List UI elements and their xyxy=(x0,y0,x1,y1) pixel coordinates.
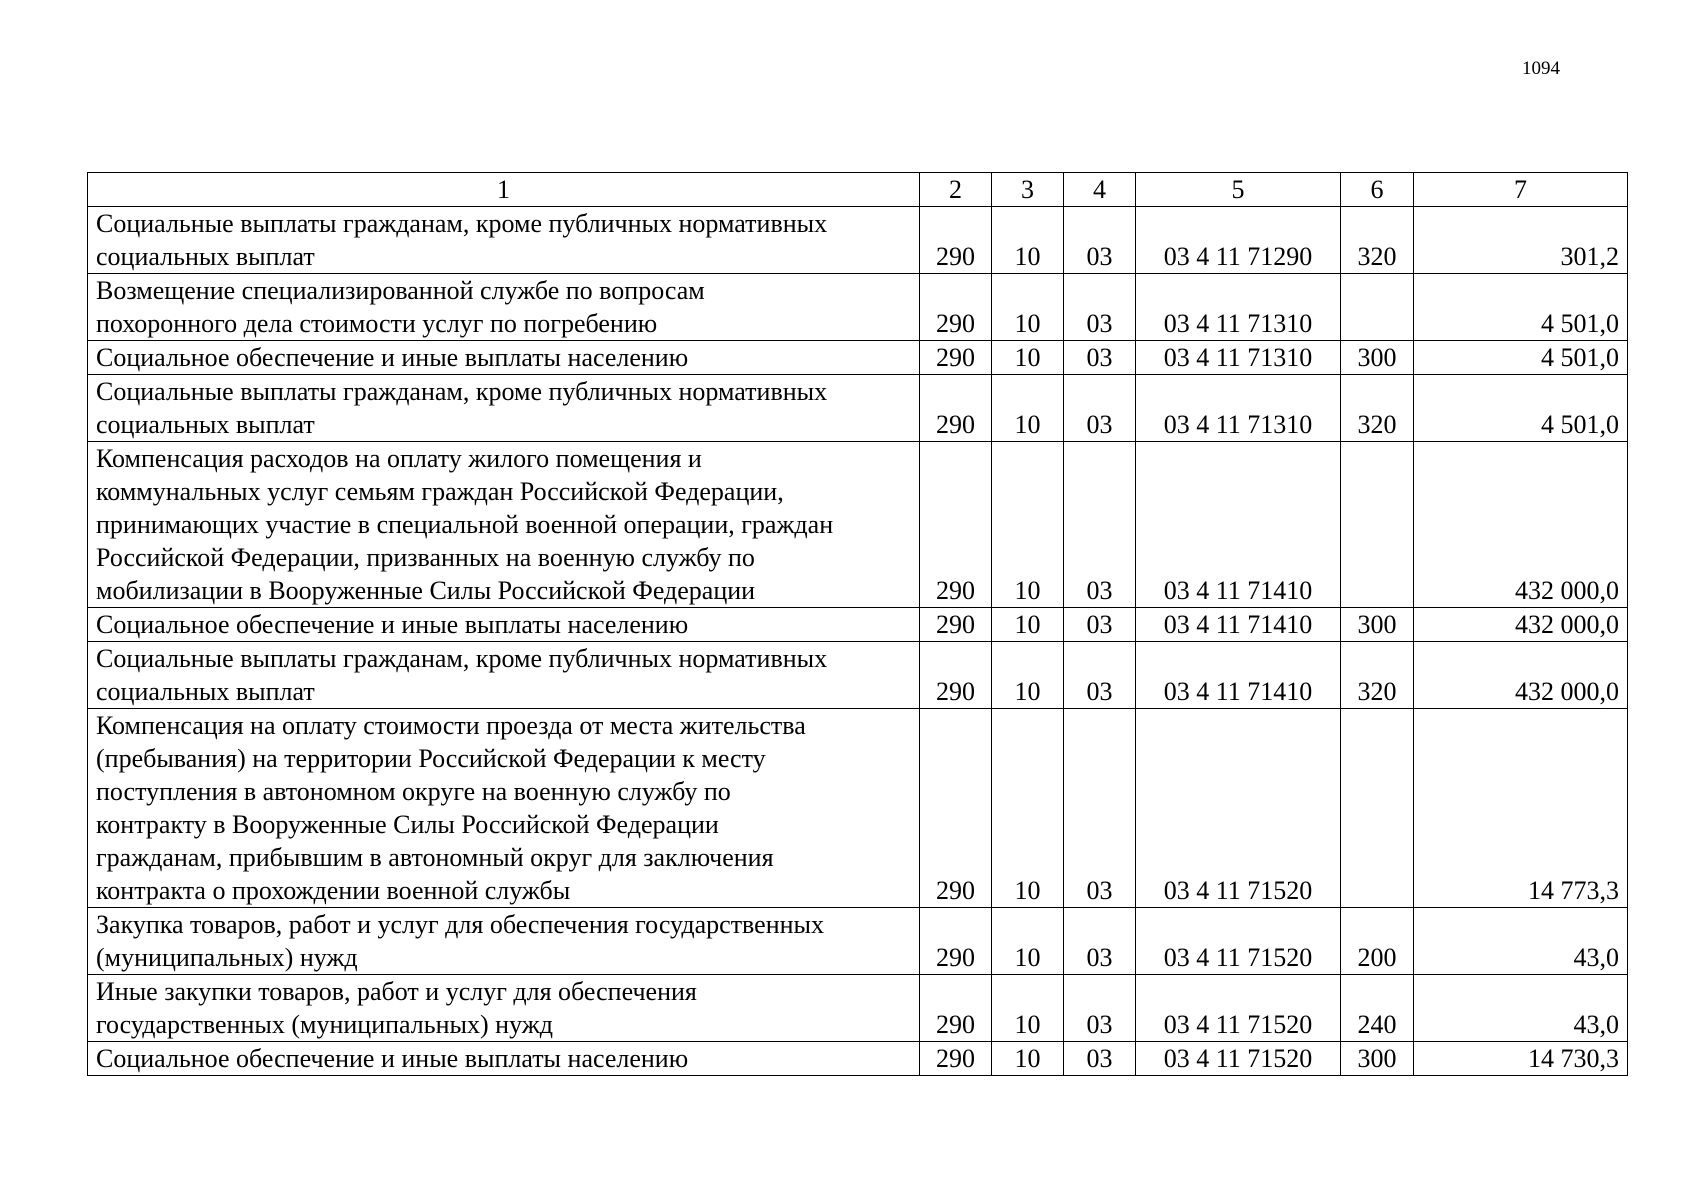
division-cell: 10 xyxy=(992,341,1064,375)
subdivision-cell: 03 xyxy=(1064,375,1136,442)
expense-type-cell: 300 xyxy=(1341,341,1414,375)
division-cell: 10 xyxy=(992,908,1064,975)
header-cell-4: 4 xyxy=(1064,173,1136,207)
subdivision-cell: 03 xyxy=(1064,975,1136,1042)
section-cell: 290 xyxy=(920,975,992,1042)
row-name-line: Социальное обеспечение и иные выплаты населению xyxy=(96,610,689,639)
section-cell: 290 xyxy=(920,908,992,975)
expense-type-cell xyxy=(1341,274,1414,341)
row-name-line: принимающих участие в специальной военной операции, граждан xyxy=(96,510,834,539)
target-article-cell: 03 4 11 71310 xyxy=(1136,341,1341,375)
row-name-line: (муниципальных) нужд xyxy=(96,943,358,972)
section-cell: 290 xyxy=(920,207,992,274)
row-name-cell xyxy=(88,1042,920,1076)
row-name-cell xyxy=(88,908,920,975)
target-article-cell: 03 4 11 71410 xyxy=(1136,608,1341,642)
table-row xyxy=(88,375,1628,442)
table-row xyxy=(88,709,1628,908)
table-row xyxy=(88,341,1628,375)
subdivision-cell: 03 xyxy=(1064,442,1136,608)
section-cell: 290 xyxy=(920,642,992,709)
section-cell: 290 xyxy=(920,375,992,442)
header-cell-7: 7 xyxy=(1414,173,1628,207)
expense-type-cell: 320 xyxy=(1341,207,1414,274)
target-article-cell: 03 4 11 71410 xyxy=(1136,442,1341,608)
amount-cell: 4 501,0 xyxy=(1414,375,1628,442)
row-name-line: Социальное обеспечение и иные выплаты населению xyxy=(96,343,689,372)
section-cell: 290 xyxy=(920,608,992,642)
section-cell: 290 xyxy=(920,1042,992,1076)
row-name-line: контракту в Вооруженные Силы Российской Федерации xyxy=(96,810,719,839)
division-cell: 10 xyxy=(992,274,1064,341)
target-article-cell: 03 4 11 71290 xyxy=(1136,207,1341,274)
row-name-line: социальных выплат xyxy=(96,242,315,271)
target-article-cell: 03 4 11 71310 xyxy=(1136,375,1341,442)
section-cell: 290 xyxy=(920,709,992,908)
row-name-line: Компенсация на оплату стоимости проезда от места жительства xyxy=(96,711,806,740)
subdivision-cell: 03 xyxy=(1064,341,1136,375)
amount-cell: 43,0 xyxy=(1414,975,1628,1042)
division-cell: 10 xyxy=(992,1042,1064,1076)
amount-cell: 432 000,0 xyxy=(1414,442,1628,608)
header-cell-2: 2 xyxy=(920,173,992,207)
header-cell-1: 1 xyxy=(88,173,920,207)
header-cell-3: 3 xyxy=(992,173,1064,207)
row-name-line: Социальные выплаты гражданам, кроме публичных нормативных xyxy=(96,209,828,238)
table-row xyxy=(88,442,1628,608)
row-name-line: Закупка товаров, работ и услуг для обеспечения государственных xyxy=(96,910,825,939)
row-name-line: мобилизации в Вооруженные Силы Российской Федерации xyxy=(96,576,756,605)
row-name-line: социальных выплат xyxy=(96,410,315,439)
division-cell: 10 xyxy=(992,975,1064,1042)
section-cell: 290 xyxy=(920,442,992,608)
target-article-cell: 03 4 11 71310 xyxy=(1136,274,1341,341)
amount-cell: 4 501,0 xyxy=(1414,341,1628,375)
target-article-cell: 03 4 11 71520 xyxy=(1136,908,1341,975)
table-row xyxy=(88,1042,1628,1076)
division-cell: 10 xyxy=(992,442,1064,608)
row-name-line: Компенсация расходов на оплату жилого помещения и xyxy=(96,444,702,473)
amount-cell: 432 000,0 xyxy=(1414,608,1628,642)
row-name-cell xyxy=(88,442,920,608)
table-row xyxy=(88,274,1628,341)
row-name-cell xyxy=(88,274,920,341)
subdivision-cell: 03 xyxy=(1064,908,1136,975)
row-name-cell xyxy=(88,642,920,709)
section-cell: 290 xyxy=(920,274,992,341)
expense-type-cell: 320 xyxy=(1341,642,1414,709)
target-article-cell: 03 4 11 71520 xyxy=(1136,975,1341,1042)
header-cell-5: 5 xyxy=(1136,173,1341,207)
amount-cell: 14 730,3 xyxy=(1414,1042,1628,1076)
expense-type-cell: 200 xyxy=(1341,908,1414,975)
section-cell: 290 xyxy=(920,341,992,375)
row-name-line: Иные закупки товаров, работ и услуг для обеспечения xyxy=(96,977,697,1006)
row-name-line: контракта о прохождении военной службы xyxy=(96,876,571,905)
budget-table xyxy=(87,172,1628,1076)
row-name-line: коммунальных услуг семьям граждан Российской Федерации, xyxy=(96,477,784,506)
amount-cell: 43,0 xyxy=(1414,908,1628,975)
row-name-line: Возмещение специализированной службе по вопросам xyxy=(96,276,705,305)
expense-type-cell: 300 xyxy=(1341,608,1414,642)
subdivision-cell: 03 xyxy=(1064,207,1136,274)
amount-cell: 14 773,3 xyxy=(1414,709,1628,908)
expense-type-cell: 320 xyxy=(1341,375,1414,442)
row-name-line: социальных выплат xyxy=(96,677,315,706)
expense-type-cell xyxy=(1341,709,1414,908)
division-cell: 10 xyxy=(992,642,1064,709)
row-name-cell xyxy=(88,608,920,642)
target-article-cell: 03 4 11 71520 xyxy=(1136,1042,1341,1076)
row-name-cell xyxy=(88,709,920,908)
table-row xyxy=(88,975,1628,1042)
target-article-cell: 03 4 11 71410 xyxy=(1136,642,1341,709)
division-cell: 10 xyxy=(992,608,1064,642)
target-article-cell: 03 4 11 71520 xyxy=(1136,709,1341,908)
header-cell-6: 6 xyxy=(1341,173,1414,207)
subdivision-cell: 03 xyxy=(1064,642,1136,709)
amount-cell: 301,2 xyxy=(1414,207,1628,274)
table-row xyxy=(88,908,1628,975)
table-body xyxy=(88,173,1628,1076)
row-name-line: Российской Федерации, призванных на военную службу по xyxy=(96,543,755,572)
row-name-line: (пребывания) на территории Российской Федерации к месту xyxy=(96,744,766,773)
row-name-line: Социальные выплаты гражданам, кроме публичных нормативных xyxy=(96,377,828,406)
table-header-row xyxy=(88,173,1628,207)
expense-type-cell: 240 xyxy=(1341,975,1414,1042)
row-name-line: государственных (муниципальных) нужд xyxy=(96,1010,553,1039)
row-name-cell xyxy=(88,207,920,274)
expense-type-cell: 300 xyxy=(1341,1042,1414,1076)
division-cell: 10 xyxy=(992,709,1064,908)
row-name-cell xyxy=(88,975,920,1042)
row-name-line: похоронного дела стоимости услуг по погребению xyxy=(96,309,658,338)
subdivision-cell: 03 xyxy=(1064,608,1136,642)
subdivision-cell: 03 xyxy=(1064,709,1136,908)
expense-type-cell xyxy=(1341,442,1414,608)
amount-cell: 432 000,0 xyxy=(1414,642,1628,709)
subdivision-cell: 03 xyxy=(1064,274,1136,341)
row-name-line: Социальное обеспечение и иные выплаты населению xyxy=(96,1044,689,1073)
row-name-cell xyxy=(88,375,920,442)
row-name-line: гражданам, прибывшим в автономный округ для заключения xyxy=(96,843,774,872)
division-cell: 10 xyxy=(992,375,1064,442)
subdivision-cell: 03 xyxy=(1064,1042,1136,1076)
table-row xyxy=(88,642,1628,709)
division-cell: 10 xyxy=(992,207,1064,274)
page-number: 1094 xyxy=(1522,58,1560,79)
amount-cell: 4 501,0 xyxy=(1414,274,1628,341)
table-row xyxy=(88,207,1628,274)
row-name-cell xyxy=(88,341,920,375)
row-name-line: Социальные выплаты гражданам, кроме публичных нормативных xyxy=(96,644,828,673)
row-name-line: поступления в автономном округе на военную службу по xyxy=(96,777,731,806)
table-row xyxy=(88,608,1628,642)
